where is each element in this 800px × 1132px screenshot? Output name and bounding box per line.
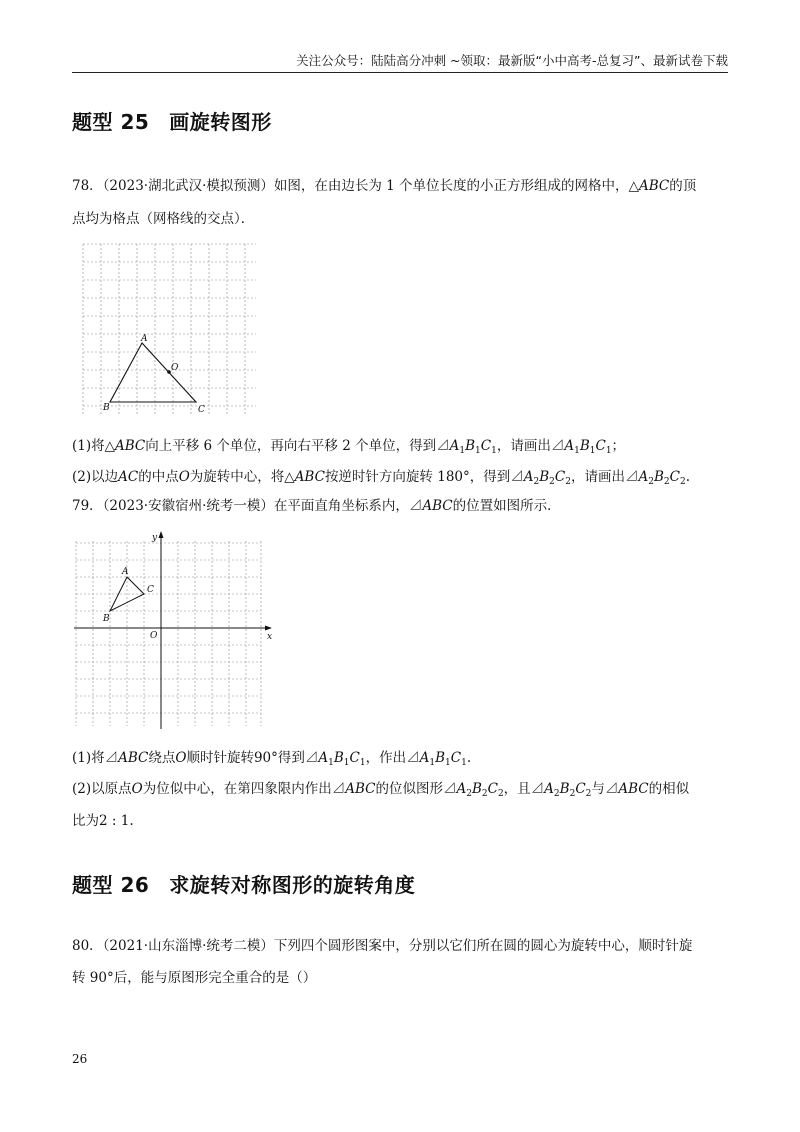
header-divider xyxy=(72,72,728,73)
question-number: 79． xyxy=(72,498,103,514)
question-source: （2023·湖北武汉·模拟预测） xyxy=(102,178,274,194)
label-c: C xyxy=(147,585,154,595)
label-a: A xyxy=(122,567,129,577)
q79-stem: 79．（2023·安徽宿州·统考一模）在平面直角坐标系内，⊿ABC的位置如图所示． xyxy=(72,498,561,514)
label-c: C xyxy=(198,405,205,415)
q79-sub2-line1: (2)以原点O为位似中心，在第四象限内作出⊿ABC的位似图形$⊿A_2B_2C_2$，且$⊿A_2B_2C_2$与⊿ABC的相似 xyxy=(72,781,690,799)
section-title-26 xyxy=(72,869,415,898)
y-axis-arrow xyxy=(159,531,164,538)
grid-lines xyxy=(83,244,256,415)
q79-sub2-line2: 比为2 : 1. xyxy=(72,813,134,829)
label-origin: O xyxy=(150,631,158,641)
section-text: 求旋转对称图形的旋转角度 xyxy=(169,873,416,897)
question-source: （2021·山东淄博·统考二模） xyxy=(102,938,274,954)
x-axis-arrow xyxy=(265,626,272,631)
question-number: 80． xyxy=(72,938,103,954)
grid-lines xyxy=(76,541,261,726)
label-a: A xyxy=(141,334,148,344)
section-number: 题型 26 xyxy=(72,873,150,897)
section-title-25 xyxy=(72,106,272,135)
q78-stem-line1: 78．（2023·湖北武汉·模拟预测）如图，在由边长为 1 个单位长度的小正方形组成的网格中，△ABC的顶 xyxy=(72,178,697,194)
section-number: 题型 25 xyxy=(72,110,150,134)
q79-sub1: (1)将⊿ABC绕点O顺时针旋转90°得到$⊿A_1B_1C_1$，作出$⊿A_1B_1C_1$. xyxy=(72,750,472,768)
label-b: B xyxy=(103,614,110,624)
q80-stem-line2: 转 90°后，能与原图形完全重合的是（） xyxy=(72,970,317,986)
label-b: B xyxy=(103,403,110,413)
q79-coordinate-figure xyxy=(70,526,280,732)
q78-sub2: (2)以边AC的中点O为旋转中心，将△ABC按逆时针方向旋转 180°，得到$⊿A_2B_2C_2$，请画出$⊿A_2B_2C_2$. xyxy=(72,469,690,487)
label-o: O xyxy=(171,363,179,373)
q78-stem-line2: 点均为格点（网格线的交点）． xyxy=(72,211,255,227)
section-text: 画旋转图形 xyxy=(169,110,272,134)
label-y: y xyxy=(152,533,158,543)
question-source: （2023·安徽宿州·统考一模） xyxy=(102,498,274,514)
q80-stem-line1: 80．（2021·山东淄博·统考二模）下列四个圆形图案中，分别以它们所在圆的圆心为旋转中心，顺时针旋 xyxy=(72,938,693,954)
question-number: 78． xyxy=(72,178,103,194)
q78-sub1: (1)将△ABC向上平移 6 个单位，再向右平移 2 个单位，得到$⊿A_1B_1C_1$，请画出$⊿A_1B_1C_1$； xyxy=(72,438,626,456)
page-number: 26 xyxy=(72,1052,88,1066)
page-header: 关注公众号：陆陆高分冲刺 ~领取：最新版“小中高考-总复习”、最新试卷下载 xyxy=(296,53,728,68)
q78-grid-figure xyxy=(80,241,260,418)
label-x: x xyxy=(267,632,273,642)
